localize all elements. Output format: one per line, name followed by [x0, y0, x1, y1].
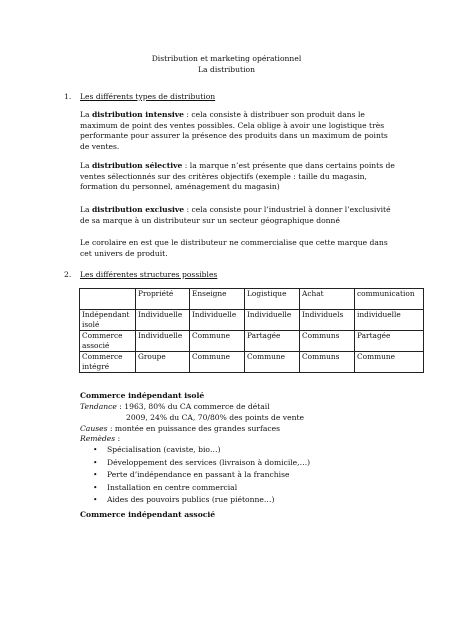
tendance-text: : 1963, 80% du CA commerce de détail: [116, 402, 270, 411]
table-header-cell: communication: [355, 289, 424, 310]
table-header-cell: [80, 289, 136, 310]
table-cell: Groupe: [136, 352, 190, 373]
list-item-text: Développement des services (livraison à domicile,…): [107, 457, 311, 467]
table-header-cell: Propriété: [136, 289, 190, 310]
text-run: La: [80, 161, 92, 170]
table-cell: Commune: [190, 331, 245, 352]
section-1-number: 1.: [64, 92, 72, 101]
text-run: : cela consiste à distribuer son produit dans le: [183, 110, 365, 119]
row-label-line: isolé: [82, 320, 100, 329]
row-label-line: Commerce: [82, 352, 123, 361]
tendance-label: Tendance: [80, 402, 117, 411]
causes-label: Causes: [80, 424, 108, 433]
isolated-title: Commerce indépendant isolé: [80, 391, 205, 400]
bullet: •: [93, 470, 98, 480]
list-item: [93, 470, 310, 483]
list-item: [93, 445, 310, 458]
document-title: Distribution et marketing opérationnel: [151, 54, 302, 63]
table-cell: Communs: [300, 331, 355, 352]
row-label-line: Commerce: [82, 331, 123, 340]
section-1-title: Les différents types de distribution: [80, 92, 216, 101]
list-item-text: Installation en centre commercial: [107, 482, 238, 492]
bullet: •: [93, 445, 98, 454]
remedes-line: [80, 434, 120, 445]
text-line: performante pour assurer la présence des produits dans un maximum de points: [80, 131, 388, 140]
text-line: Le corolaire en est que le distributeur ne commercialise que cette marque dans: [80, 238, 388, 247]
table-cell: Individuelle: [136, 310, 190, 331]
section-2-title: Les différentes structures possibles: [80, 270, 218, 279]
table-header-cell: Achat: [300, 289, 355, 310]
list-item-text: Aides des pouvoirs publics (rue piétonne…): [107, 495, 275, 505]
text-run: : la marque n’est présente que dans certains points de: [182, 161, 395, 170]
table-cell: individuelle: [355, 310, 424, 331]
row-label: [80, 310, 136, 331]
text-line: formation du personnel, aménagement du magasin): [80, 182, 280, 191]
table-cell: Individuelle: [136, 331, 190, 352]
tendance-line: [80, 402, 270, 413]
paragraph-corollary: [80, 238, 405, 259]
text-line: cet univers de produit.: [80, 248, 168, 258]
list-item-text: Spécialisation (caviste, bio…): [107, 445, 221, 454]
causes-text: : montée en puissance des grandes surfaces: [107, 424, 281, 433]
text-line: maximum de point des ventes possibles. Cela oblige à avoir une logistique très: [80, 120, 385, 130]
table-cell: Partagée: [355, 331, 424, 352]
table-cell: Communs: [300, 352, 355, 373]
term-intensive: distribution intensive: [91, 110, 184, 119]
remedes-list: [93, 445, 310, 508]
list-item: [93, 483, 310, 496]
associated-heading: [80, 510, 215, 521]
associated-title: Commerce indépendant associé: [80, 510, 216, 519]
row-label-line: intégré: [82, 362, 110, 371]
table-row: [80, 331, 424, 352]
term-selective: distribution sélective: [91, 161, 183, 170]
isolated-heading: [80, 391, 204, 402]
remedes-label: Remèdes: [80, 434, 116, 443]
table-header-cell: Logistique: [245, 289, 300, 310]
table-row: [80, 352, 424, 373]
term-exclusive: distribution exclusive: [91, 205, 185, 214]
text-line: de sa marque à un distributeur sur un secteur géographique donné: [80, 215, 340, 225]
section-2-number: 2.: [64, 270, 72, 279]
table-cell: Commune: [245, 352, 300, 373]
document-subtitle: La distribution: [198, 65, 255, 74]
text-line: de ventes.: [80, 141, 120, 151]
table-cell: Commune: [190, 352, 245, 373]
table-cell: Partagée: [245, 331, 300, 352]
tendance-line-2: 2009, 24% du CA, 70/80% des points de vente: [126, 413, 305, 422]
table-cell: Individuelle: [245, 310, 300, 331]
text-run: La: [80, 205, 92, 214]
row-label: [80, 331, 136, 352]
paragraph-exclusive: [80, 205, 405, 226]
structures-table: [79, 288, 424, 373]
bullet: •: [93, 482, 98, 492]
row-label-line: associé: [82, 341, 110, 350]
paragraph-intensive: [80, 110, 405, 152]
bullet: •: [93, 457, 98, 467]
table-row: [80, 310, 424, 331]
row-label: [80, 352, 136, 373]
text-run: La: [80, 110, 92, 119]
paragraph-selective: [80, 161, 405, 193]
text-run: : cela consiste pour l’industriel à donner l’exclusivité: [184, 205, 391, 214]
text-line: ventes sélectionnés sur des critères objectifs (exemple : taille du magasin,: [80, 171, 367, 181]
table-cell: Individuels: [300, 310, 355, 331]
list-item: [93, 495, 310, 508]
row-label-line: Indépendant: [82, 310, 130, 319]
bullet: •: [93, 495, 98, 505]
list-item-text: Perte d’indépendance en passant à la franchise: [107, 470, 290, 480]
table-header-cell: Enseigne: [190, 289, 245, 310]
causes-line: [80, 424, 280, 435]
list-item: [93, 458, 310, 471]
table-cell: Commune: [355, 352, 424, 373]
table-header-row: [80, 289, 424, 310]
table-cell: Individuelle: [190, 310, 245, 331]
remedes-suffix: :: [115, 434, 121, 443]
